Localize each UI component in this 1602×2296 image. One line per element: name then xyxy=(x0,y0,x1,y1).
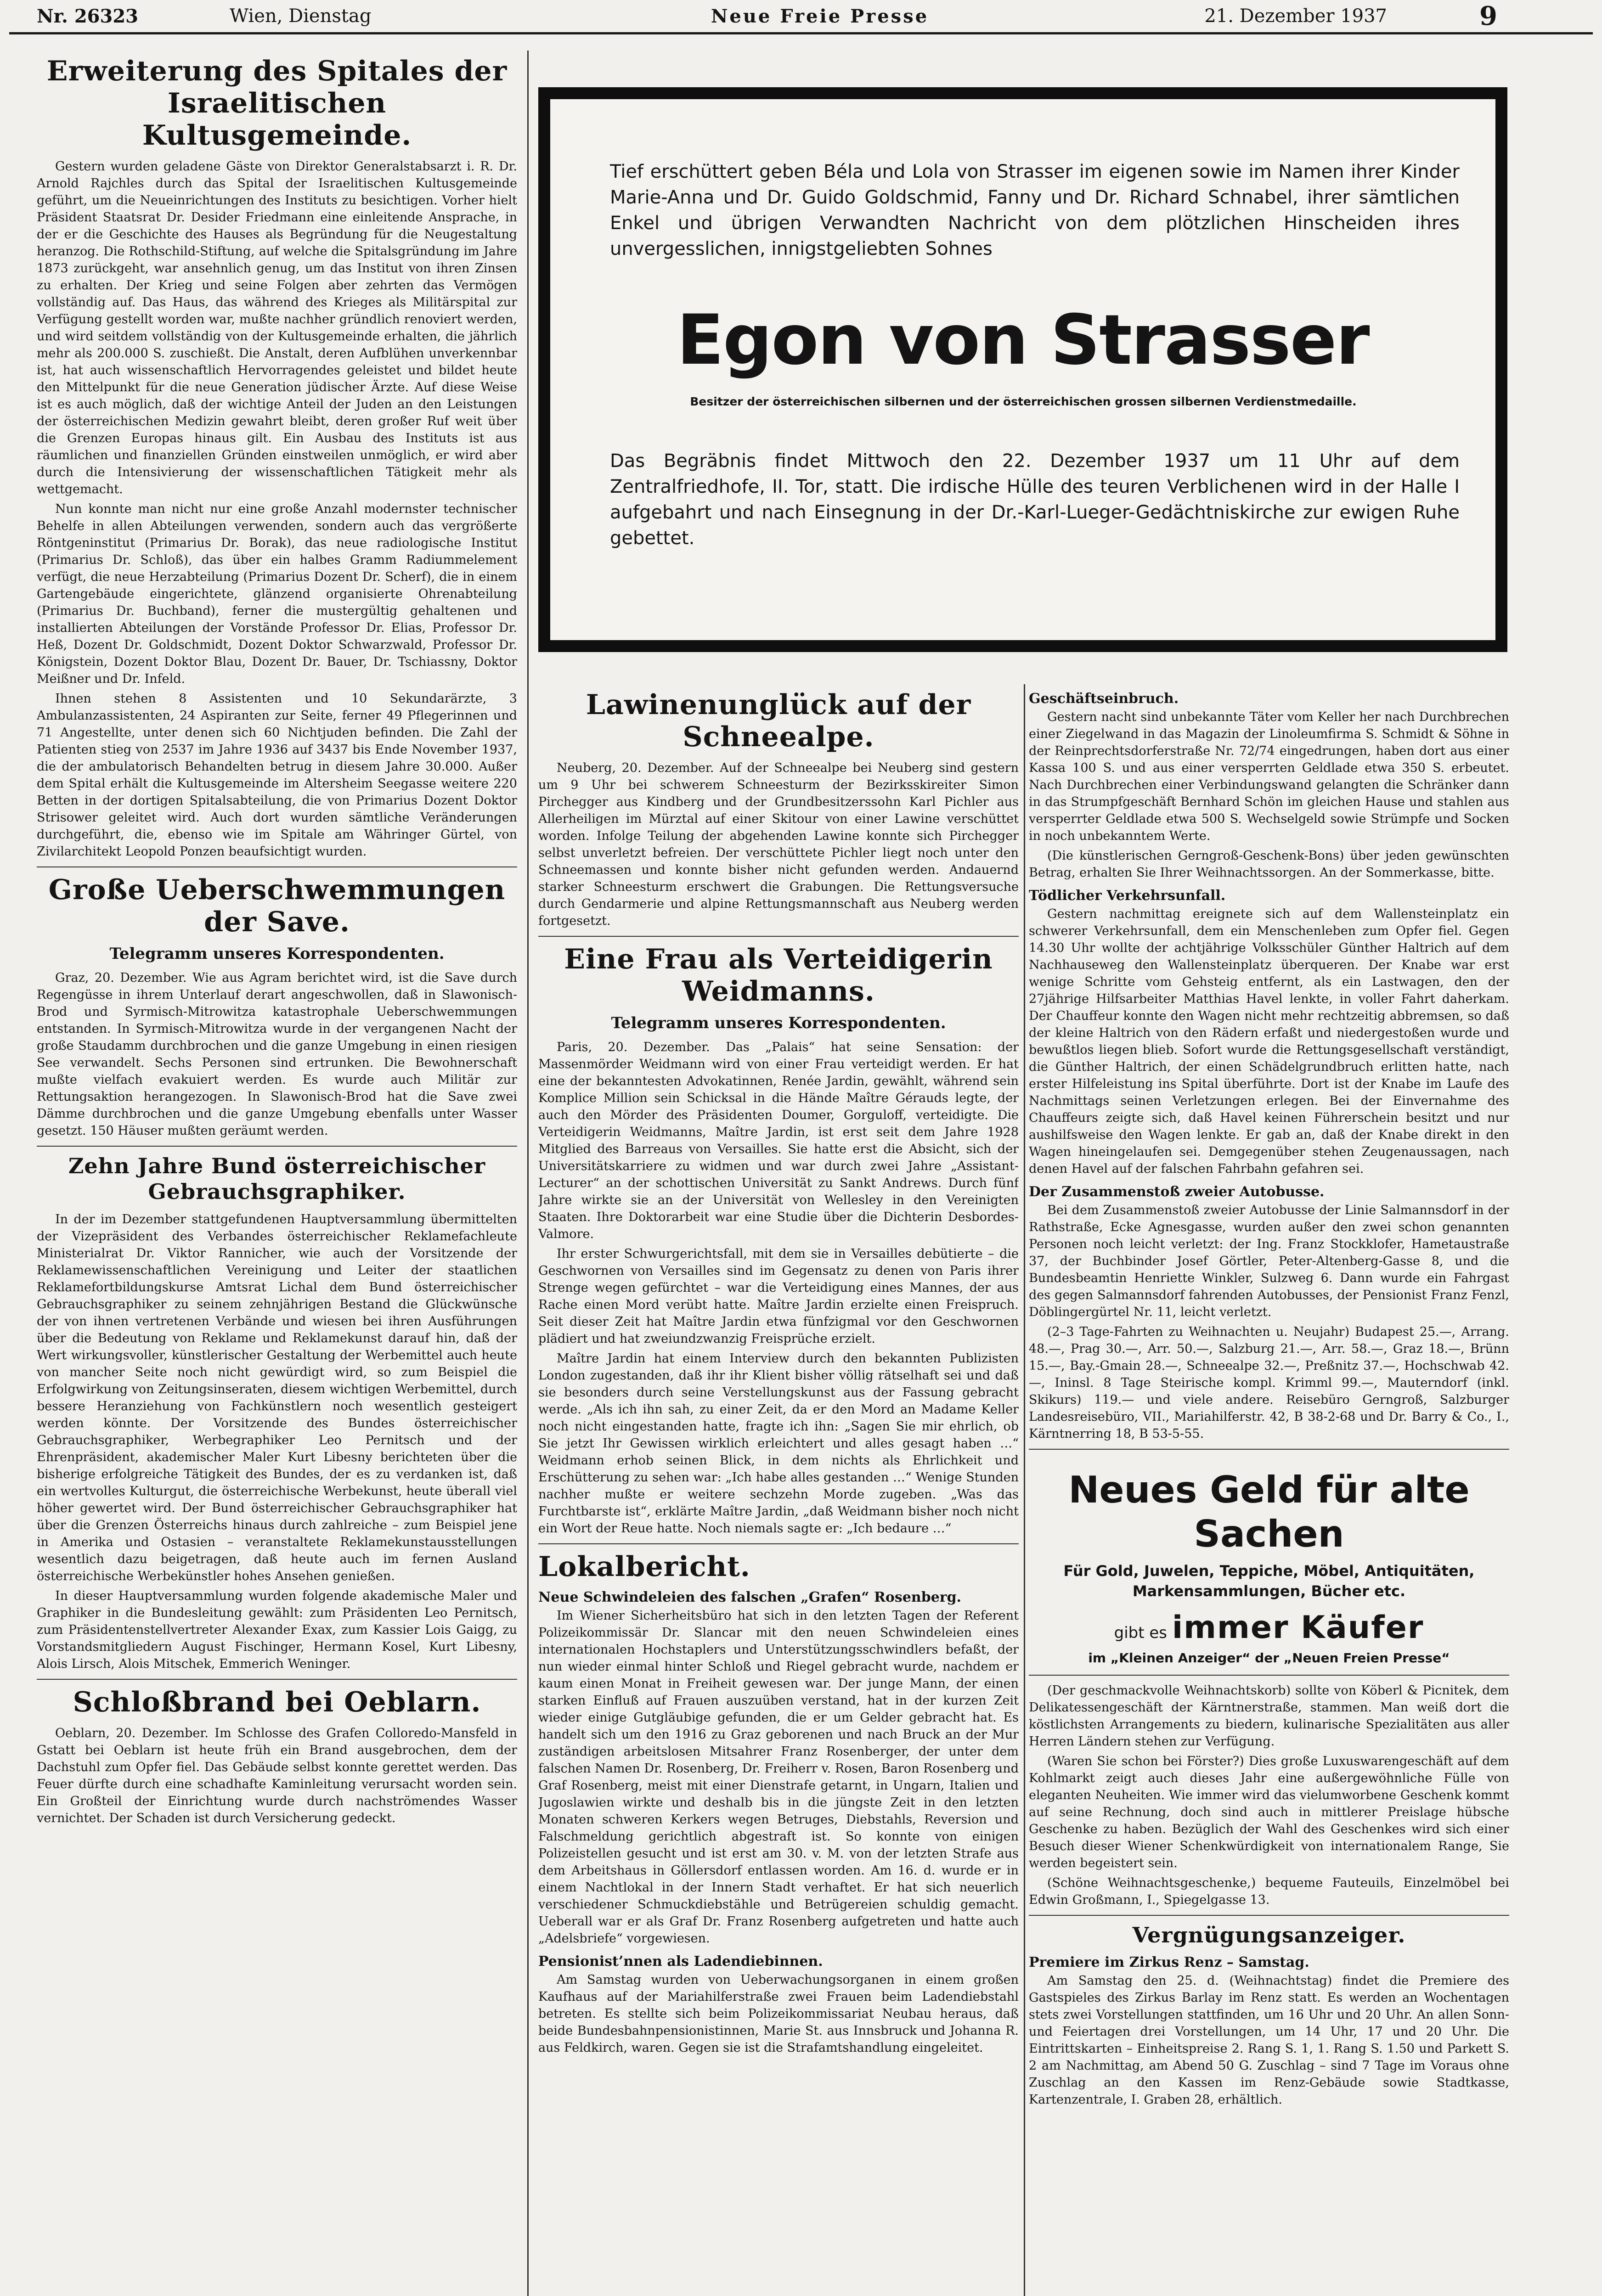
divider xyxy=(1029,1449,1509,1450)
middle-column xyxy=(538,684,1019,2296)
article-title: Zehn Jahre Bund österreichischer Gebrauchsgraphiker. xyxy=(68,1154,486,1204)
notice-decoration: Besitzer der österreichischen silbernen und der österreichischen grossen silbernen Verdienstmedaille. xyxy=(690,395,1357,408)
article-subtitle: Telegramm unseres Korrespondenten. xyxy=(611,1014,946,1032)
issue-number: Nr. 26323 xyxy=(37,5,138,27)
notice-funeral: Das Begräbnis findet Mittwoch den 22. Dezember 1937 um 11 Uhr auf dem Zentralfriedhofe, II. Tor, statt. Die irdische Hülle des teuren Verblichenen wird in der Halle I aufgebahrt und nach Einsegnung in der Dr.-Karl-Lueger-Gedächtniskirche zur ewigen Ruhe gebettet. xyxy=(610,450,1460,549)
advert-paragraph: (Schöne Weihnachtsgeschenke,) bequeme Fauteuils, Einzelmöbel bei Edwin Großmann, I., Spiegelgasse 13. xyxy=(1029,1876,1509,1907)
divider xyxy=(538,936,1019,937)
article-paragraph: Gestern nachmittag ereignete sich auf dem Wallensteinplatz ein schwerer Verkehrsunfall, dem ein Menschenleben zum Opfer fiel. Gegen 14.30 Uhr wollte der achtjährige Volksschüler Günther Haltrich auf dem Nachhauseweg den Wallensteinplatz überqueren. Der Knabe war erst wenige Schritte vom Gehsteig entfernt, als ein Lastwagen, den der 27jährige Hilfsarbeiter Matthias Havel lenkte, in voller Fahrt daherkam. Der Chauffeur konnte den Wagen nicht mehr rechtzeitig abbremsen, so daß der kleine Haltrich von den Rädern erfaßt und niedergestoßen wurde und bewußtlos liegen blieb. Sofort wurde die Rettungsgesellschaft verständigt, die Günther Haltrich, der einen Schädelgrundbruch erlitten hatte, nach erster Hilfeleistung ins Spital überführte. Dort ist der Knabe im Laufe des Nachmittags seinen Verletzungen erlegen. Bei der Einvernahme des Chauffeurs zeigte sich, daß Havel keinen Führerschein besitzt und nur aushilfsweise den Wagen lenkte. Er gab an, daß der Knabe direkt in den Wagen hineingelaufen sei. Demgegenüber stehen Zeugenaussagen, nach denen Havel auf der falschen Fahrbahn gefahren sei. xyxy=(1029,907,1509,1176)
article-paragraph: Gestern wurden geladene Gäste von Direktor Generalstabsarzt i. R. Dr. Arnold Rajchles durch das Spital der Israelitischen Kultusgemeinde geführt, um die Neueinrichtungen des Instituts zu besichtigen. Vorher hielt Präsident Staatsrat Dr. Desider Friedmann eine einleitende Ansprache, in der er die Geschichte des Hauses als Begründung für die Neugestaltung heranzog. Die Rothschild-Stiftung, auf welche die Spitalsgründung im Jahre 1873 zurückgeht, war ansehnlich genug, um das Institut von ihren Zinsen zu erhalten. Der Krieg und seine Folgen aber zehrten das Vermögen vollständig auf. Das Haus, das während des Krieges als Militärspital zur Verfügung gestellt worden war, mußte nachher gründlich renoviert werden, und wird seitdem vollständig von der Kultusgemeinde erhalten, die jährlich mehr als 200.000 S. zuschießt. Die Anstalt, deren Aufblühen unverkennbar ist, hat auch wissenschaftlich Hervorragendes geleistet und bildet heute den Mittelpunkt für die neue Generation jüdischer Ärzte. Auf diese Weise ist es auch möglich, daß der wichtige Anteil der Juden an den Leistungen der österreichischen Medizin gewahrt bleibt, deren großer Ruf weit über die Grenzen Europas hinaus gilt. Ein Ausbau des Instituts ist aus räumlichen und finanziellen Gründen einstweilen unmöglich, er wird aber durch die Intensivierung der wissenschaftlichen Tätigkeit mehr als wettgemacht. xyxy=(37,159,517,496)
divider xyxy=(538,1543,1019,1544)
article-paragraph: Gestern nacht sind unbekannte Täter vom Keller her nach Durchbrechen einer Ziegelwand in das Magazin der Linoleumfirma S. Schmidt & Söhne in der Reinprechtsdorferstraße Nr. 72/74 eingedrungen, haben dort aus einer Kassa 100 S. und aus einer versperrten Geldlade etwa 350 S. erbeutet. Nach Durchbrechen einer Verbindungswand gelangten die Schränker dann in das Strumpfgeschäft Bernhard Schön im gleichen Hause und stahlen aus versperrter Geldlade etwa 500 S. Wechselgeld sowie Strümpfe und Socken in noch unbekanntem Werte. xyxy=(1029,710,1509,843)
divider xyxy=(37,1679,517,1680)
article-title: Große Ueberschwemmungen der Save. xyxy=(48,874,506,938)
article-paragraph: Am Samstag den 25. d. (Weihnachtstag) findet die Premiere des Gastspieles des Zirkus Barlay im Renz statt. Es werden an Wochentagen stets zwei Vorstellungen stattfinden, um 16 Uhr und 20 Uhr. An allen Sonn- und Feiertagen drei Vorstellungen, um 14 Uhr, 17 und 20 Uhr. Die Eintrittskarten – Einheitspreise 2. Rang S. 1, 1. Rang S. 1.50 und Parkett S. 2 am Nachmittag, am Abend 50 G. Zuschlag – sind 7 Tage im Voraus ohne Zuschlag an den Kassen im Renz-Gebäude sowie Stadtkasse, Kartenzentrale, I. Graben 28, erhältlich. xyxy=(1029,1974,1509,2107)
masthead xyxy=(37,1,1497,31)
left-column xyxy=(37,51,517,2296)
article-paragraph: Nun konnte man nicht nur eine große Anzahl modernster technischer Behelfe in allen Abteilungen verwenden, sondern auch das vergrößerte Röntgeninstitut (Primarius Dr. Borak), das neue radiologische Institut (Primarius Dr. Schloß), das über ein halbes Gramm Radiummelement verfügt, die neue Herzabteilung (Primarius Dozent Dr. Scherf), die in einem Gartengebäude eingerichtete, glänzend organisierte Ohrenabteilung (Primarius Dr. Buchband), ferner die mustergültig gehaltenen und installierten Abteilungen der Vorstände Professor Dr. Elias, Professor Dr. Heß, Dozent Dr. Goldschmidt, Dozent Doktor Schwarzwald, Professor Dr. Königstein, Dozent Doktor Blau, Dozent Dr. Bauer, Dr. Tschiassny, Doktor Meißner und Dr. Infeld. xyxy=(37,502,517,686)
article-paragraph: Ihr erster Schwurgerichtsfall, mit dem sie in Versailles debütierte – die Geschwornen von Versailles sind im Gegensatz zu denen von Paris ihrer Strenge wegen gefürchtet – war die Verteidigung eines Mannes, der aus Rache einen Mord verübt hatte. Maître Jardin erzielte einen Freispruch. Seit dieser Zeit hat Maître Jardin etwa fünfzigmal vor den Geschwornen plädiert und hat zweiundzwanzig Freisprüche erzielt. xyxy=(538,1247,1019,1346)
advert-items: Für Gold, Juwelen, Teppiche, Möbel, Antiquitäten, Markensammlungen, Bücher etc. xyxy=(1063,1562,1475,1600)
column-rule xyxy=(1024,684,1025,2296)
article-title: Schloßbrand bei Oeblarn. xyxy=(73,1686,481,1718)
item-heading: Tödlicher Verkehrsunfall. xyxy=(1029,888,1226,904)
city-day: Wien, Dienstag xyxy=(230,6,372,27)
article-paragraph: Graz, 20. Dezember. Wie aus Agram berichtet wird, ist die Save durch Regengüsse in ihrem Unterlauf derart angeschwollen, daß in Slawonisch-Brod und Syrmisch-Mitrowitza katastrophale Ueberschwemmungen entstanden. In Syrmisch-Mitrowitza wurde in der vergangenen Nacht der große Staudamm durchbrochen und die ganze Umgebung in einen riesigen See verwandelt. Sechs Personen sind ertrunken. Die Bewohnerschaft mußte vielfach evakuiert werden. Es wurde auch Militär zur Rettungsaktion herangezogen. In Slawonisch-Brod hat die Save zwei Dämme durchbrochen und die ganze Umgebung ebenfalls unter Wasser gesetzt. 150 Häuser mußten geräumt werden. xyxy=(37,971,517,1138)
article-paragraph: Oeblarn, 20. Dezember. Im Schlosse des Grafen Colloredo-Mansfeld in Gstatt bei Oeblarn ist heute früh ein Brand ausgebrochen, dem der Dachstuhl zum Opfer fiel. Das Gebäude selbst konnte gerettet werden. Das Feuer dürfte durch eine schadhafte Kaminleitung verursacht worden sein. Ein Großteil der Einrichtung wurde durch nachströmendes Wasser vernichtet. Der Schaden ist durch Versicherung gedeckt. xyxy=(37,1726,517,1825)
item-heading: Der Zusammenstoß zweier Autobusse. xyxy=(1029,1184,1325,1200)
article-title: Lawinenunglück auf der Schneealpe. xyxy=(586,689,971,753)
advert-gibt: gibt es xyxy=(1114,1624,1167,1642)
article-paragraph: Maître Jardin hat einem Interview durch den bekannten Publizisten London zugestanden, daß ihr ihr Klient bisher völlig rätselhaft sei und daß sie besonders durch seine Verstellungskunst aus der Fassung gebracht werde. „Als ich ihn sah, zu einer Zeit, da er den Mord an Madame Keller noch nicht eingestanden hatte, fragte ich ihn: „Sagen Sie mir ehrlich, ob Sie jetzt Ihr Gewissen wirklich erleichtert und alles gesagt haben …“ Weidmann erhob seinen Blick, in dem nichts als Ehrlichkeit und Erschütterung zu sehen war: „Ich habe alles gestanden …“ Wenige Stunden nachher mußte er weitere sechzehn Morde zugeben. „Was das Furchtbarste ist“, erklärte Maître Jardin, „daß Weidmann bisher noch nicht ein Wort der Reue hatte. Noch niemals sagte er: „Ich bedaure …“ xyxy=(538,1351,1019,1536)
advert-buyers xyxy=(1029,1609,1509,1646)
issue-date: 21. Dezember 1937 xyxy=(1204,6,1387,27)
article-subtitle: Telegramm unseres Korrespondenten. xyxy=(109,945,445,963)
divider xyxy=(1029,1915,1509,1916)
page-number: 9 xyxy=(1479,1,1497,31)
divider xyxy=(37,1146,517,1147)
article-paragraph: Am Samstag wurden von Ueberwachungsorganen in einem großen Kaufhaus auf der Mariahilferstraße zwei Frauen beim Ladendiebstahl betreten. Es stellte sich beim Polizeikommissariat Neubau heraus, daß beide Bundesbahnpensionistinnen, Marie St. aus Innsbruck und Johanna R. aus Feldkirch, waren. Gegen sie ist die Strafamtshandlung eingeleitet. xyxy=(538,1973,1019,2055)
newspaper-title: Neue Freie Presse xyxy=(711,5,929,27)
advert-paragraph: (Der geschmackvolle Weihnachtskorb) sollte von Köberl & Picnitek, dem Delikatessengeschäft der Kärntnerstraße, stammen. Man weiß dort die köstlichsten Arrangements zu biedern, kulinarische Spezialitäten aus aller Herren Ländern stehen zur Verfügung. xyxy=(1029,1683,1509,1749)
item-heading: Premiere im Zirkus Renz – Samstag. xyxy=(1029,1954,1309,1970)
item-heading: Geschäftseinbruch. xyxy=(1029,691,1179,707)
advert-paragraph: (2–3 Tage-Fahrten zu Weihnachten u. Neujahr) Budapest 25.—, Arrang. 48.—, Prag 30.—, Arr. 50.—, Salzburg 21.—, Arr. 58.—, Graz 18.—, Brünn 15.—, Bay.-Gmain 28.—, Schneealpe 32.—, Preßnitz 37.—, Hochschwab 42.—, Ininsl. 8 Tage Steirische kompl. Krimml 99.—, Mauterndorf (inkl. Skikurs) 119.— und viele andere. Reisebüro Gerngroß, Salzburger Landesreisebüro, VII., Mariahilferstr. 42, B 38-2-68 und Dr. Barry & Co., I., Kärntnerring 18, B 53-5-55. xyxy=(1029,1325,1509,1441)
masthead-rule xyxy=(9,32,1593,34)
right-column xyxy=(1029,684,1509,2296)
section-title: Lokalbericht. xyxy=(538,1551,750,1583)
article-paragraph: Bei dem Zusammenstoß zweier Autobusse der Linie Salmannsdorf in der Rathstraße, Ecke Agnesgasse, wurden außer den zwei schon genannten Personen noch leicht verletzt: der Ing. Franz Stockklofer, Hametaustraße 37, der Buchbinder Josef Görtler, Peter-Altenberg-Gasse 8, und die Bundesbeamtin Henriette Winkler, Sulzweg 6. Dann wurde ein Fahrgast des gegen Salmannsdorf fahrenden Autobusses, der Pensionist Franz Fenzl, Döblingergürtel Nr. 11, leicht verletzt. xyxy=(1029,1203,1509,1319)
item-heading: Pensionist’nnen als Ladendiebinnen. xyxy=(538,1953,823,1970)
item-heading: Neue Schwindeleien des falschen „Grafen“ Rosenberg. xyxy=(538,1589,962,1605)
divider xyxy=(1029,1675,1509,1676)
article-paragraph: Im Wiener Sicherheitsbüro hat sich in den letzten Tagen der Referent Polizeikommissär Dr. Slancar mit den neuen Schwindeleien eines internationalen Hochstaplers und Unterstützungsschwindlers befaßt, der nun wieder einmal hinter Schloß und Riegel gebracht wurde, nachdem er kaum einen Monat in Freiheit gewesen war. Der junge Mann, der einen starken Einfluß auf Frauen auszuüben verstand, hat in der kurzen Zeit wieder einige Gutgläubige gefunden, die er um Gelder gebracht hat. Es handelt sich um den 1916 zu Graz geborenen und nach Bruck an der Mur zuständigen arbeitslosen Mitsahrer Franz Rosenberger, der unter dem falschen Namen Dr. Rosenberg, Dr. Freiherr v. Rosen, Baron Rosenberg und Graf Rosenberg, meist mit einer Dienstrafe getarnt, in Ungarn, Italien und Jugoslawien wirkte und deshalb bis in die jüngste Zeit in den letzten Monaten schweren Kerkers wegen Betruges, Diebstahls, Reversion und Falschmeldung gerichtlich abgestraft ist. So konnte von einigen Polizeistellen gesucht und ist erst am 30. v. M. von der letzten Strafe aus dem Arbeitshaus in Göllersdorf entlassen worden. Am 16. d. wurde er in einem Nachtlokal in der Innern Stadt verhaftet. Er hat sich neuerlich verschiedener Schmuckdiebstähle und Betrügereien schuldig gemacht. Ueberall war er als Graf Dr. Franz Rosenberg aufgetreten und hatte auch „Adelsbriefe“ vorgewiesen. xyxy=(538,1609,1019,1946)
classified-advert xyxy=(1029,1468,1509,1666)
article-paragraph: Ihnen stehen 8 Assistenten und 10 Sekundarärzte, 3 Ambulanzassistenten, 24 Aspiranten zur Seite, ferner 49 Pflegerinnen und 71 Angestellte, unter denen sich 60 Nichtjuden befinden. Die Zahl der Patienten stieg von 2537 im Jahre 1936 auf 3437 bis Ende November 1937, die der ambulatorisch Behandelten betrug in diesem Jahre 30.000. Außer dem Spital erhält die Kultusgemeinde im Altersheim Seegasse weitere 220 Betten in der dortigen Spitalsabteilung, die von Primarius Dozent Doktor Strisower geleitet wird. Auch dort wurden sämtliche Veränderungen durchgeführt, die, ebenso wie im Spitale am Währinger Gürtel, von Zivilarchitekt Leopold Ponzen beaufsichtigt wurden. xyxy=(37,692,517,859)
article-paragraph: Neuberg, 20. Dezember. Auf der Schneealpe bei Neuberg sind gestern um 9 Uhr bei schwerem Schneesturm der Bezirksskireiter Simon Pirchegger aus Kindberg und der Grundbesitzerssohn Karl Pichler aus Allerheiligen im Mürztal auf einer Skitour von einer Lawine verschüttet worden. Infolge Teilung der abgehenden Lawine konnte sich Pirchegger selbst unverletzt befreien. Der verschüttete Pichler liegt noch unter den Schneemassen und konnte bisher nicht gefunden werden. Andauernd starker Schneesturm erschwert die Grabungen. Die Rettungsversuche durch Gendarmerie und alpine Rettungsmannschaft aus Neuberg werden fortgesetzt. xyxy=(538,761,1019,928)
notice-intro: Tief erschüttert geben Béla und Lola von Strasser im eigenen sowie im Namen ihrer Kinder Marie-Anna und Dr. Guido Goldschmid, Fanny und Dr. Richard Schnabel, ihrer sämtlichen Enkel und übrigen Verwandten Nachricht von dem plötzlichen Hinscheiden ihres unvergesslichen, innigstgeliebten Sohnes xyxy=(610,161,1460,259)
section-title: Vergnügungsanzeiger. xyxy=(1132,1923,1406,1947)
advert-headline: Neues Geld für alte Sachen xyxy=(1068,1469,1470,1555)
article-title: Eine Frau als Verteidigerin Weidmanns. xyxy=(564,943,993,1007)
article-paragraph: In dieser Hauptversammlung wurden folgende akademische Maler und Graphiker in die Bundesleitung gewählt: zum Präsidenten Leo Pernitsch, zum Präsidentenstellvertreter Alexander Exax, zum Kassier Lois Gaigg, zu Vorstandsmitgliedern August Fischinger, Hermann Kosel, Kurt Libesny, Alois Lirsch, Alois Mitschek, Emmerich Weninger. xyxy=(37,1589,517,1671)
article-paragraph: In der im Dezember stattgefundenen Hauptversammlung übermittelten der Vizepräsident des Verbandes österreichischer Reklamefachleute Ministerialrat Dr. Viktor Rannicher, wie auch der Vorsitzende der Reklamewissenschaftlichen Vereinigung und Leiter der staatlichen Reklamefortbildungskurse Amtsrat Lichal dem Bund österreichischer Gebrauchsgraphiker zu seinem zehnjährigen Bestand die Glückwünsche der von ihnen vertretenen Verbände und wiesen bei ihren Ausführungen über die Bedeutung von Reklame und Reklamekunst darauf hin, daß der Wert wirkungsvoller, künstlerischer Gestaltung der Werbemittel auch heute von mancher Seite noch nicht gewürdigt wird, so zum Beispiel die Erfolgwirkung von Zeitungsinseraten, diesem wichtigen Werbemittel, durch bessere Heranziehung von Fachkünstlern noch wesentlich gesteigert werden könnte. Der Vorsitzende des Bundes österreichischer Gebrauchsgraphiker, Werbegraphiker Leo Pernitsch und der Ehrenpräsident, akademischer Maler Kurt Libesny berichteten über die bisherige erfolgreiche Tätigkeit des Bundes, der es zu verdanken ist, daß ein wertvolles Kulturgut, die österreichische Werbekunst, heute überall viel höher gewertet wird. Der Bund österreichischer Gebrauchsgraphiker hat über die Grenzen Österreichs hinaus durch zahlreiche – zum Beispiel jene in Amerika und Ostasien – veranstaltete Reklamekunstausstellungen wesentlich dazu beigetragen, daß heute auch im fernen Ausland österreichische Werbekünstler hohes Ansehen genießen. xyxy=(37,1212,517,1583)
article-paragraph: Paris, 20. Dezember. Das „Palais“ hat seine Sensation: der Massenmörder Weidmann wird von einer Frau verteidigt werden. Er hat eine der bekanntesten Advokatinnen, Renée Jardin, gewählt, während sein Komplice Million sein Schicksal in die Hände Maître Gérauds legte, der auch den Mörder des Präsidenten Doumer, Gorguloff, verteidigte. Die Verteidigerin Weidmanns, Maître Jardin, ist erst seit dem Jahre 1928 Mitglied des Barreaus von Versailles. Sie hatte erst die Absicht, sich der Universitätskarriere zu widmen und war durch zwei Jahre „Assistant-Lecturer“ an der schottischen Universität zu Sankt Andrews. Durch fünf Jahre wirkte sie an der Universität von Wellesley in den Vereinigten Staaten. Ihre Doktorarbeit war eine Studie über die Dichterin Desbordes-Valmore. xyxy=(538,1040,1019,1241)
death-notice xyxy=(538,87,1507,652)
advert-where: im „Kleinen Anzeiger“ der „Neuen Freien Presse“ xyxy=(1088,1650,1450,1666)
advert-kaeufer: immer Käufer xyxy=(1172,1609,1424,1646)
article-title: Erweiterung des Spitales der Israelitischen Kultusgemeinde. xyxy=(46,55,508,152)
notice-name: Egon von Strasser xyxy=(677,300,1369,380)
advert-paragraph: (Die künstlerischen Gerngroß-Geschenk-Bons) über jeden gewünschten Betrag, erhalten Sie Ihrer Weihnachtssorgen. An der Sommerkasse, bitte. xyxy=(1029,849,1509,880)
advert-paragraph: (Waren Sie schon bei Förster?) Dies große Luxuswarengeschäft auf dem Kohlmarkt zeigt auch dieses Jahr eine außergewöhnliche Fülle von eleganten Neuheiten. Wie immer wird das vielumworbene Geschenk kommt auf seine Rechnung, doch sind auch in mittlerer Preislage hübsche Geschenke zu haben. Bezüglich der Wahl des Geschenkes wird sich einer Besuch dieser Wiener Schenkwürdigkeit von internationalem Range, Sie werden begeistert sein. xyxy=(1029,1754,1509,1870)
column-rule xyxy=(527,51,529,2296)
